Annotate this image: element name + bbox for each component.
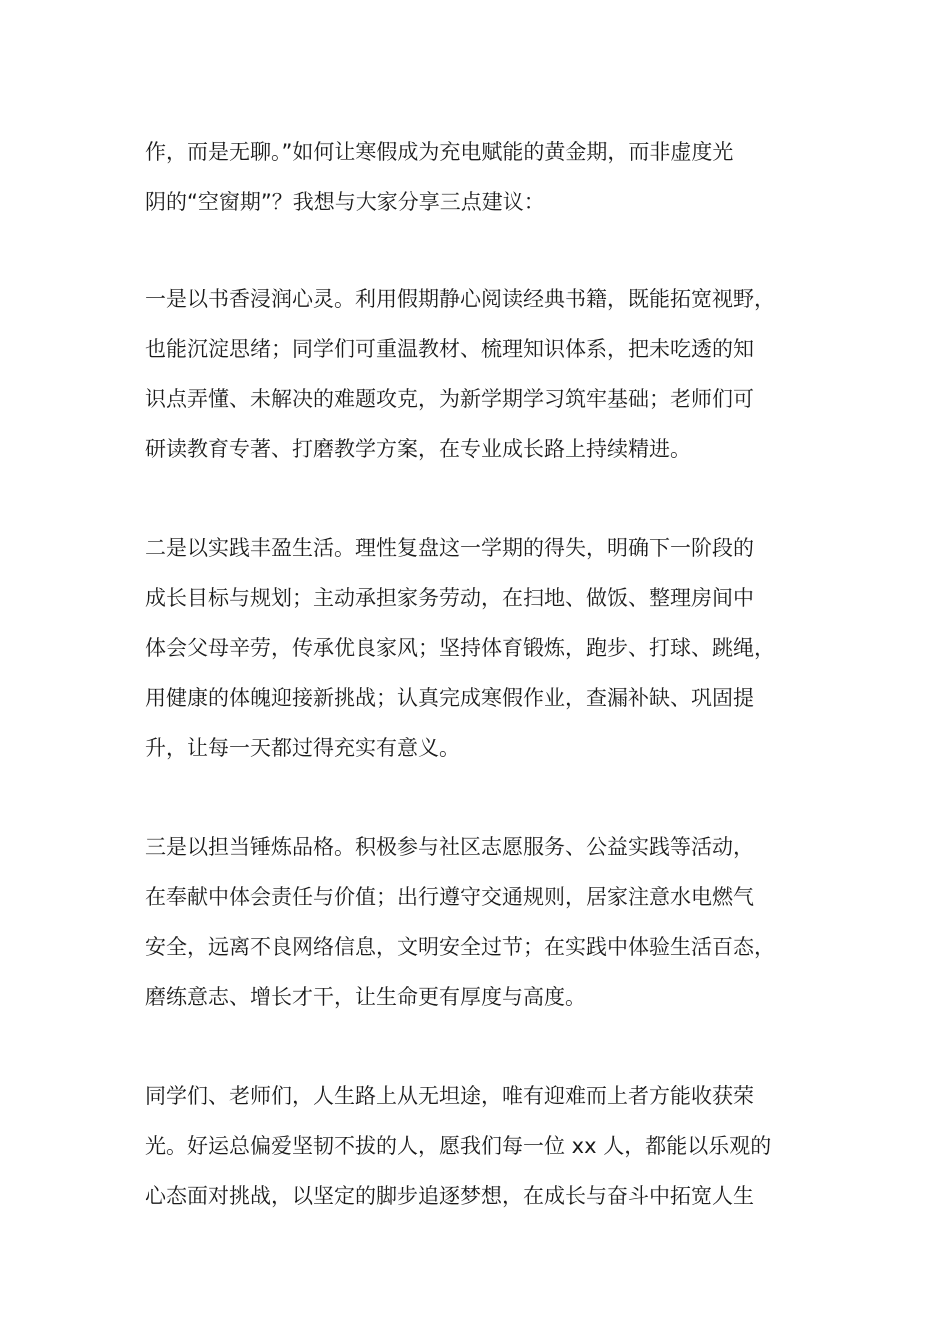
text-line: 二是以实践丰盈生活。理性复盘这一学期的得失，明确下一阶段的 — [145, 536, 754, 560]
text-line: 作，而是无聊。”如何让寒假成为充电赋能的黄金期，而非虚度光 — [145, 140, 734, 164]
text-line: 心态面对挑战，以坚定的脚步追逐梦想，在成长与奋斗中拓宽人生 — [145, 1184, 754, 1208]
text-line: 在奉献中体会责任与价值；出行遵守交通规则，居家注意水电燃气 — [145, 885, 754, 909]
text-line: 升，让每一天都过得充实有意义。 — [145, 736, 460, 760]
text-line: 一是以书香浸润心灵。利用假期静心阅读经典书籍，既能拓宽视野， — [145, 287, 775, 311]
text-line: 识点弄懂、未解决的难题攻克，为新学期学习筑牢基础；老师们可 — [145, 387, 754, 411]
text-line: 三是以担当锤炼品格。积极参与社区志愿服务、公益实践等活动， — [145, 835, 754, 859]
text-line: 安全，远离不良网络信息，文明安全过节；在实践中体验生活百态， — [145, 935, 775, 959]
text-line: 体会父母辛劳，传承优良家风；坚持体育锻炼，跑步、打球、跳绳， — [145, 636, 775, 660]
paragraph-suggestion-three — [145, 822, 845, 1022]
paragraph-closing — [145, 1071, 845, 1221]
text-line: 光。好运总偏爱坚韧不拔的人，愿我们每一位 xx 人，都能以乐观的 — [145, 1134, 772, 1158]
paragraph-intro — [145, 127, 845, 227]
text-line: 研读教育专著、打磨教学方案，在专业成长路上持续精进。 — [145, 437, 691, 461]
text-line: 也能沉淀思绪；同学们可重温教材、梳理知识体系，把未吃透的知 — [145, 337, 754, 361]
paragraph-suggestion-one — [145, 274, 845, 474]
text-line: 磨练意志、增长才干，让生命更有厚度与高度。 — [145, 985, 586, 1009]
paragraph-suggestion-two — [145, 523, 845, 773]
text-line: 阴的“空窗期”？我想与大家分享三点建议： — [145, 190, 545, 214]
text-line: 用健康的体魄迎接新挑战；认真完成寒假作业，查漏补缺、巩固提 — [145, 686, 754, 710]
text-line: 同学们、老师们，人生路上从无坦途，唯有迎难而上者方能收获荣 — [145, 1084, 754, 1108]
text-line: 成长目标与规划；主动承担家务劳动，在扫地、做饭、整理房间中 — [145, 586, 754, 610]
